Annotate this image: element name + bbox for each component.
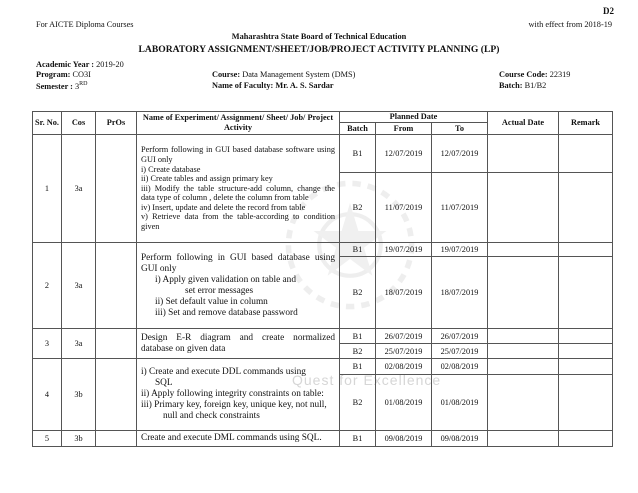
- batch-cell: B2: [340, 257, 376, 329]
- actual-date-cell: [488, 257, 559, 329]
- from-date-cell: 19/07/2019: [376, 243, 432, 257]
- co-cell: 3b: [62, 359, 96, 431]
- effect-note: with effect from 2018-19: [528, 20, 612, 29]
- remark-cell: [559, 329, 613, 344]
- faculty-name: Name of Faculty: Mr. A. S. Sardar: [212, 81, 334, 90]
- header-actual-date: Actual Date: [488, 112, 559, 135]
- remark-cell: [559, 431, 613, 447]
- header-from: From: [376, 123, 432, 135]
- to-date-cell: 19/07/2019: [432, 243, 488, 257]
- header-remark: Remark: [559, 112, 613, 135]
- remark-cell: [559, 173, 613, 243]
- pros-cell: [96, 359, 137, 431]
- actual-date-cell: [488, 135, 559, 173]
- remark-cell: [559, 243, 613, 257]
- remark-cell: [559, 257, 613, 329]
- table-row: [33, 431, 613, 447]
- co-cell: 3b: [62, 431, 96, 447]
- experiment-cell: Create and execute DML commands using SQL.: [137, 431, 340, 447]
- academic-year: Academic Year : 2019-20: [36, 60, 124, 69]
- experiment-cell: i) Create and execute DDL commands using SQL ii) Apply following integrity constraints on table: iii) Primary key, foreign key, unique key, not null, null and check constraints: [137, 359, 340, 431]
- semester: Semester : 3RD: [36, 81, 88, 91]
- remark-cell: [559, 359, 613, 375]
- actual-date-cell: [488, 375, 559, 431]
- course-code: Course Code: 22319: [499, 70, 571, 79]
- pros-cell: [96, 135, 137, 243]
- from-date-cell: 25/07/2019: [376, 344, 432, 359]
- batch-cell: B2: [340, 344, 376, 359]
- table-row: [33, 243, 613, 257]
- sr-cell: 1: [33, 135, 62, 243]
- remark-cell: [559, 344, 613, 359]
- header-sr-no: Sr. No.: [33, 112, 62, 135]
- sr-cell: 2: [33, 243, 62, 329]
- sr-cell: 3: [33, 329, 62, 359]
- program: Program: CO3I: [36, 70, 91, 79]
- table-row: [33, 329, 613, 344]
- pros-cell: [96, 243, 137, 329]
- header-planned-date: Planned Date: [340, 112, 488, 123]
- to-date-cell: 26/07/2019: [432, 329, 488, 344]
- from-date-cell: 18/07/2019: [376, 257, 432, 329]
- batch-cell: B1: [340, 359, 376, 375]
- to-date-cell: 02/08/2019: [432, 359, 488, 375]
- actual-date-cell: [488, 173, 559, 243]
- to-date-cell: 09/08/2019: [432, 431, 488, 447]
- batch-cell: B2: [340, 173, 376, 243]
- from-date-cell: 11/07/2019: [376, 173, 432, 243]
- header-batch: Batch: [340, 123, 376, 135]
- header-pros: PrOs: [96, 112, 137, 135]
- sr-cell: 4: [33, 359, 62, 431]
- batch-cell: B1: [340, 135, 376, 173]
- pros-cell: [96, 329, 137, 359]
- lab-planning-table: [32, 111, 613, 447]
- to-date-cell: 18/07/2019: [432, 257, 488, 329]
- from-date-cell: 01/08/2019: [376, 375, 432, 431]
- sr-cell: 5: [33, 431, 62, 447]
- header-to: To: [432, 123, 488, 135]
- experiment-cell: Design E-R diagram and create normalized database on given data: [137, 329, 340, 359]
- co-cell: 3a: [62, 329, 96, 359]
- aicte-note: For AICTE Diploma Courses: [36, 20, 134, 29]
- from-date-cell: 02/08/2019: [376, 359, 432, 375]
- to-date-cell: 01/08/2019: [432, 375, 488, 431]
- board-name: Maharashtra State Board of Technical Education: [231, 32, 407, 41]
- batch-cell: B1: [340, 431, 376, 447]
- to-date-cell: 25/07/2019: [432, 344, 488, 359]
- table-row: [33, 359, 613, 375]
- actual-date-cell: [488, 431, 559, 447]
- experiment-cell: Perform following in GUI based database software using GUI only i) Create database ii) Create tables and assign primary key iii) Modify the table structure-add column, change the data type of column , delete the column from table iv) Insert, update and delete the record from table v) Retrieve data from the table-according to condition given: [137, 135, 340, 243]
- table-row: [33, 135, 613, 173]
- from-date-cell: 12/07/2019: [376, 135, 432, 173]
- actual-date-cell: [488, 359, 559, 375]
- doc-code: D2: [603, 6, 614, 16]
- actual-date-cell: [488, 329, 559, 344]
- pros-cell: [96, 431, 137, 447]
- watermark-text: Quest for Excellence: [292, 372, 442, 388]
- experiment-cell: Perform following in GUI based database using GUI only i) Apply given validation on table and set error messages ii) Set default value in column iii) Set and remove database password: [137, 243, 340, 329]
- actual-date-cell: [488, 344, 559, 359]
- remark-cell: [559, 135, 613, 173]
- co-cell: 3a: [62, 243, 96, 329]
- from-date-cell: 26/07/2019: [376, 329, 432, 344]
- course: Course: Data Management System (DMS): [212, 70, 356, 79]
- to-date-cell: 11/07/2019: [432, 173, 488, 243]
- actual-date-cell: [488, 243, 559, 257]
- to-date-cell: 12/07/2019: [432, 135, 488, 173]
- batch: Batch: B1/B2: [499, 81, 547, 90]
- page-title: LABORATORY ASSIGNMENT/SHEET/JOB/PROJECT ACTIVITY PLANNING (LP): [138, 44, 500, 55]
- batch-cell: B1: [340, 243, 376, 257]
- header-experiment: Name of Experiment/ Assignment/ Sheet/ Job/ Project Activity: [137, 112, 340, 135]
- co-cell: 3a: [62, 135, 96, 243]
- batch-cell: B1: [340, 329, 376, 344]
- batch-cell: B2: [340, 375, 376, 431]
- from-date-cell: 09/08/2019: [376, 431, 432, 447]
- remark-cell: [559, 375, 613, 431]
- header-cos: Cos: [62, 112, 96, 135]
